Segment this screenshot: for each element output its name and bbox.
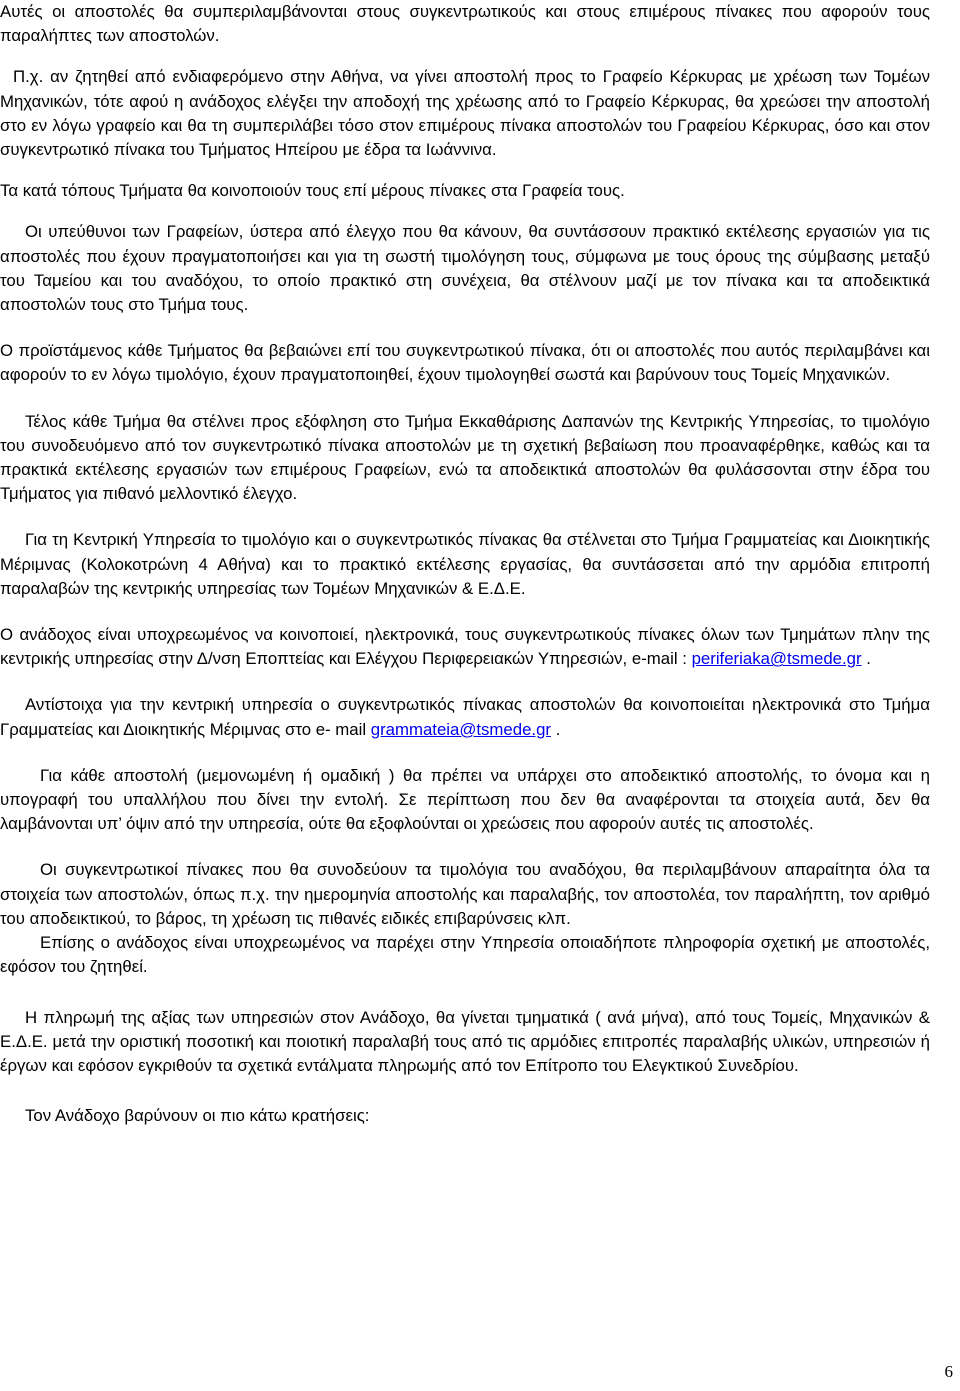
paragraph-department-head: Ο προϊστάμενος κάθε Τμήματος θα βεβαιώνει επί του συγκεντρωτικού πίνακα, ότι οι αποστολές που αυτός περιλαμβάνει και αφορούν το εν λόγω τιμολόγιο, έχουν πραγματοποιηθεί, έχουν τιμολογηθεί σωστά και βαρύνουν τους Τομείς Μηχανικών. — [0, 341, 930, 385]
paragraph-office-managers: Οι υπεύθυνοι των Γραφείων, ύστερα από έλεγχο που θα κάνουν, θα συντάσσουν πρακτικό εκτέλεσης εργασιών για τις αποστολές που έχουν πραγματοποιήσει και για τη σωστή τιμολόγηση τους, σύμφωνα με τους όρους της σύμβασης μεταξύ του Ταμείου και του αναδόχου, το οποίο πρακτικό στη συνέχεια, θα στέλνουν μαζί με τον πίνακα και τα αποδεικτικά αποστολών τους στο Τμήμα τους. — [0, 222, 930, 315]
page-number: 6 — [944, 1362, 953, 1381]
paragraph-payment-submission: Τέλος κάθε Τμήμα θα στέλνει προς εξόφληση στο Τμήμα Εκκαθάρισης Δαπανών της Κεντρικής Υπηρεσίας, το τιμολόγιο του συνοδευόμενο από τον συγκεντρωτικό πίνακα αποστολών με τη σχετική βεβαίωση που προαναφέρθηκε, καθώς και τα πρακτικά εκτέλεσης εργασιών των επιμέρους Γραφείων, ενώ τα αποδεικτικά αποστολών θα φυλάσσονται στην έδρα του Τμήματος για πιθανό μελλοντικό έλεγχο. — [0, 411, 930, 504]
paragraph-central-notify-end: . — [551, 719, 561, 739]
paragraph-deductions-intro: Τον Ανάδοχο βαρύνουν οι πιο κάτω κρατήσεις: — [25, 1106, 370, 1126]
paragraph-local-departments: Τα κατά τόπους Τμήματα θα κοινοποιούν τους επί μέρους πίνακες στα Γραφεία τους. — [0, 181, 625, 201]
paragraph-example-corfu: Π.χ. αν ζητηθεί από ενδιαφερόμενο στην Αθήνα, να γίνει αποστολή προς το Γραφείο Κέρκυρας με χρέωση των Τομέων Μηχανικών, τότε αφού η ανάδοχος ελέγξει την αποδοχή της χρέωσης από το Γραφείο Κέρκυρας, θα χρεώσει την αποστολή στο εν λόγω γραφείο και θα τη συμπεριλάβει τόσο στον επιμέρους πίνακα αποστολών του Γραφείου Κέρκυρας, όσο και στον συγκεντρωτικό πίνακα του Τμήματος Ηπείρου με έδρα τα Ιωάννινα. — [0, 67, 930, 160]
paragraph-summary-tables: Οι συγκεντρωτικοί πίνακες που θα συνοδεύουν τα τιμολόγια του αναδόχου, θα περιλαμβάνουν απαραίτητα όλα τα στοιχεία των αποστολών, όπως π.χ. την ημερομηνία αποστολής και παραλαβής, τον αποστολέα, τον παραλήπτη, τον αριθμό του αποδεικτικού, το βάρος, τη χρέωση τις πιθανές ειδικές επιβαρύνσεις κλπ. — [0, 860, 930, 928]
paragraph-central-service: Για τη Κεντρική Υπηρεσία το τιμολόγιο και ο συγκεντρωτικός πίνακας θα στέλνεται στο Τμήμα Γραμματείας και Διοικητικής Μέριμνας (Κολοκοτρώνη 4 Αθήνα) και το πρακτικό εκτέλεσης εργασίας, θα συντάσσεται από την αρμόδια επιτροπή παραλαβών της κεντρικής υπηρεσίας των Τομέων Μηχανικών & Ε.Δ.Ε. — [0, 530, 930, 598]
email-link-periferiaka[interactable]: periferiaka@tsmede.gr — [691, 649, 862, 669]
paragraph-shipment-signature: Για κάθε αποστολή (μεμονωμένη ή ομαδική ) θα πρέπει να υπάρχει στο αποδεικτικό αποστολής, το όνομα και η υπογραφή του υπαλλήλου που δίνει την εντολή. Σε περίπτωση που δεν θα αναφέρονται τα στοιχεία αυτά, δεν θα λαμβάνονται υπ’ όψιν από την υπηρεσία, ούτε θα εξοφλούνται οι χρεώσεις που αφορούν αυτές τις αποστολές. — [0, 765, 930, 834]
paragraph-payment-terms: Η πληρωμή της αξίας των υπηρεσιών στον Ανάδοχο, θα γίνεται τμηματικά ( ανά μήνα), από τους Τομείς, Μηχανικών & Ε.Δ.Ε. μετά την οριστική ποσοτική και ποιοτική παραλαβή τους από τις αρμόδιες επιτροπές παραλαβής υλικών, υπηρεσιών ή έργων και εφόσον εγκριθούν τα σχετικά εντάλματα πληρωμής από τον Επίτροπο του Ελεγκτικού Συνεδρίου. — [0, 1007, 930, 1075]
paragraph-central-notify — [0, 693, 930, 741]
paragraph-contractor-notify-end: . — [861, 649, 871, 669]
paragraph-contractor-notify-text: Ο ανάδοχος είναι υποχρεωμένος να κοινοποιεί, ηλεκτρονικά, τους συγκεντρωτικούς πίνακες όλων των Τμημάτων πλην της κεντρικής υπηρεσίας στην Δ/νση Εποπτείας και Ελέγχου Περιφερειακών Υπηρεσιών, e-mail : — [0, 625, 930, 669]
email-link-grammateia[interactable]: grammateia@tsmede.gr — [370, 719, 551, 739]
paragraph-contractor-notify — [0, 623, 930, 671]
paragraph-information-request: Επίσης ο ανάδοχος είναι υποχρεωμένος να παρέχει στην Υπηρεσία οποιαδήποτε πληροφορία σχετική με αποστολές, εφόσον του ζητηθεί. — [0, 933, 930, 977]
paragraph-central-notify-text: Αντίστοιχα για την κεντρική υπηρεσία ο συγκεντρωτικός πίνακας αποστολών θα κοινοποιείται ηλεκτρονικά στο Τμήμα Γραμματείας και Διοικητικής Μέριμνας στο e- mail — [0, 695, 930, 739]
paragraph-shipments-inclusion: Αυτές οι αποστολές θα συμπεριλαμβάνονται στους συγκεντρωτικούς και στους επιμέρους πίνακες που αφορούν τους παραλήπτες των αποστολών. — [0, 2, 930, 46]
